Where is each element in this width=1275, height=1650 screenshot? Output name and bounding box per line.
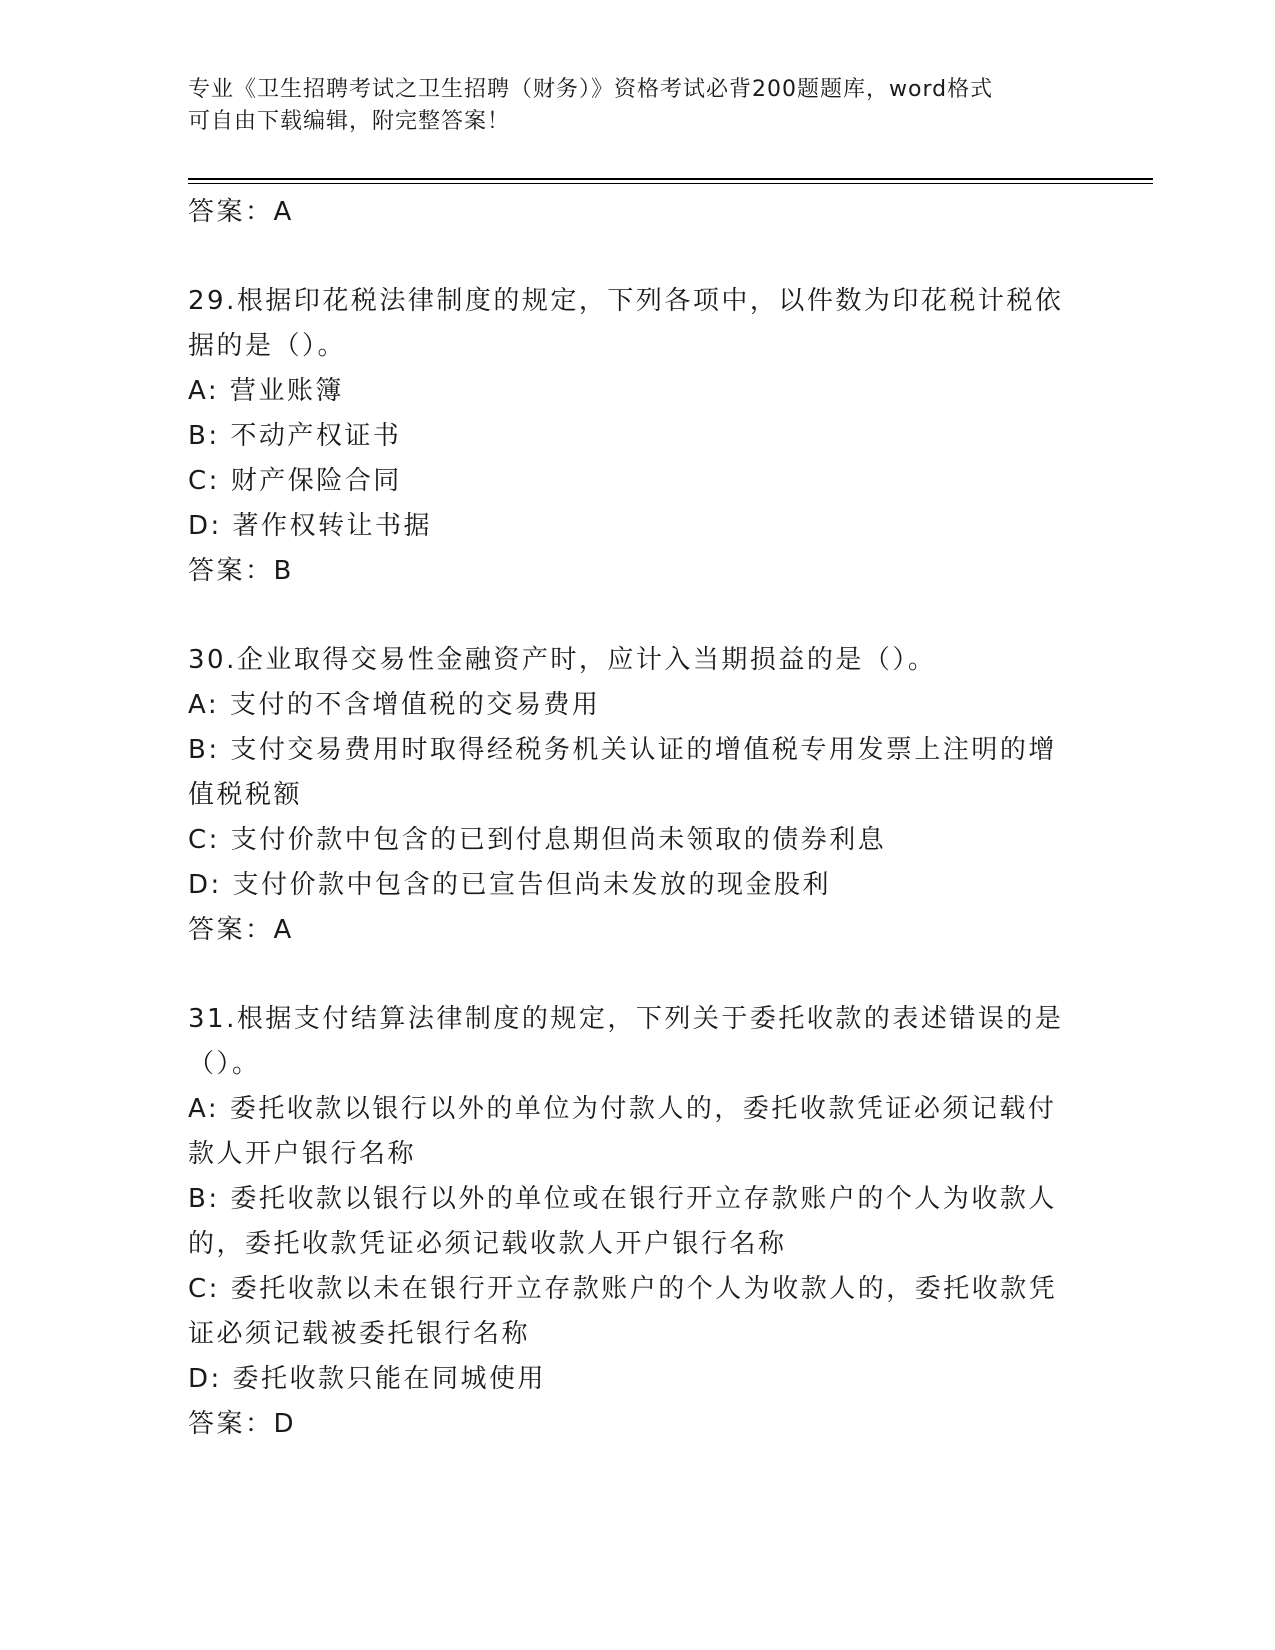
option-a-continued: 款人开户银行名称: [188, 1139, 417, 1169]
header-line-1: 专业《卫生招聘考试之卫生招聘（财务）》资格考试必背200题题库，word格式: [188, 77, 994, 102]
option-text: 著作权转让书据: [232, 511, 433, 541]
option-key: A:: [188, 690, 220, 720]
question-stem-continued: 据的是（）。: [188, 331, 347, 361]
option-key: C:: [188, 1274, 220, 1304]
option-text: 财产保险合同: [230, 466, 402, 496]
option-c-continued: 证必须记载被委托银行名称: [188, 1319, 531, 1349]
question-29: [188, 279, 1078, 594]
answer-line: 答案：B: [188, 556, 294, 586]
option-b: [188, 1177, 1078, 1222]
header-divider-thick: [188, 178, 1153, 180]
question-30: [188, 638, 1078, 953]
spacer: [188, 953, 1078, 997]
option-text: 支付的不含增值税的交易费用: [229, 690, 601, 720]
option-d: [188, 863, 1078, 908]
option-text: 委托收款以未在银行开立存款账户的个人为收款人的，委托收款凭: [230, 1274, 1058, 1304]
document-body: [188, 190, 1078, 1447]
question-number: 31.: [188, 1004, 237, 1034]
option-text: 支付价款中包含的已到付息期但尚未领取的债券利息: [230, 825, 887, 855]
answer-line: 答案：A: [188, 197, 294, 227]
question-stem-continued: （）。: [188, 1049, 261, 1079]
question-number: 30.: [188, 645, 237, 675]
option-key: C:: [188, 466, 220, 496]
option-key: A:: [188, 1094, 220, 1124]
option-text: 委托收款以银行以外的单位为付款人的，委托收款凭证必须记载付: [229, 1094, 1057, 1124]
option-c: [188, 459, 1078, 504]
option-text: 委托收款只能在同城使用: [232, 1364, 547, 1394]
question-number: 29.: [188, 286, 237, 316]
option-key: D:: [188, 511, 222, 541]
option-a: [188, 369, 1078, 414]
option-d: [188, 1357, 1078, 1402]
option-key: A:: [188, 376, 220, 406]
header-line-2: 可自由下载编辑，附完整答案！: [188, 109, 511, 134]
spacer: [188, 235, 1078, 279]
question-stem: [188, 638, 1078, 683]
option-d: [188, 504, 1078, 549]
question-stem-text: 根据印花税法律制度的规定，下列各项中，以件数为印花税计税依: [236, 286, 1064, 316]
option-key: D:: [188, 1364, 222, 1394]
option-text: 支付交易费用时取得经税务机关认证的增值税专用发票上注明的增: [230, 735, 1057, 765]
question-stem-text: 根据支付结算法律制度的规定，下列关于委托收款的表述错误的是: [236, 1004, 1064, 1034]
option-key: B:: [188, 735, 220, 765]
option-a: [188, 683, 1078, 728]
option-c: [188, 818, 1078, 863]
option-key: B:: [188, 1184, 220, 1214]
option-key: B:: [188, 421, 220, 451]
question-stem-text: 企业取得交易性金融资产时，应计入当期损益的是（）。: [236, 645, 937, 675]
option-key: C:: [188, 825, 220, 855]
spacer: [188, 594, 1078, 638]
question-stem: [188, 279, 1078, 324]
option-text: 营业账簿: [229, 376, 344, 406]
option-c: [188, 1267, 1078, 1312]
header-divider-thin: [188, 183, 1153, 184]
option-b-continued: 的，委托收款凭证必须记载收款人开户银行名称: [188, 1229, 787, 1259]
option-key: D:: [188, 870, 222, 900]
option-text: 委托收款以银行以外的单位或在银行开立存款账户的个人为收款人: [230, 1184, 1057, 1214]
option-text: 不动产权证书: [230, 421, 402, 451]
answer-line: 答案：D: [188, 1409, 297, 1439]
answer-line: 答案：A: [188, 915, 294, 945]
option-b: [188, 414, 1078, 459]
option-b-continued: 值税税额: [188, 780, 303, 810]
option-b: [188, 728, 1078, 773]
option-a: [188, 1087, 1078, 1132]
option-text: 支付价款中包含的已宣告但尚未发放的现金股利: [232, 870, 832, 900]
question-31: [188, 997, 1078, 1447]
document-header: [188, 74, 1068, 138]
question-stem: [188, 997, 1078, 1042]
